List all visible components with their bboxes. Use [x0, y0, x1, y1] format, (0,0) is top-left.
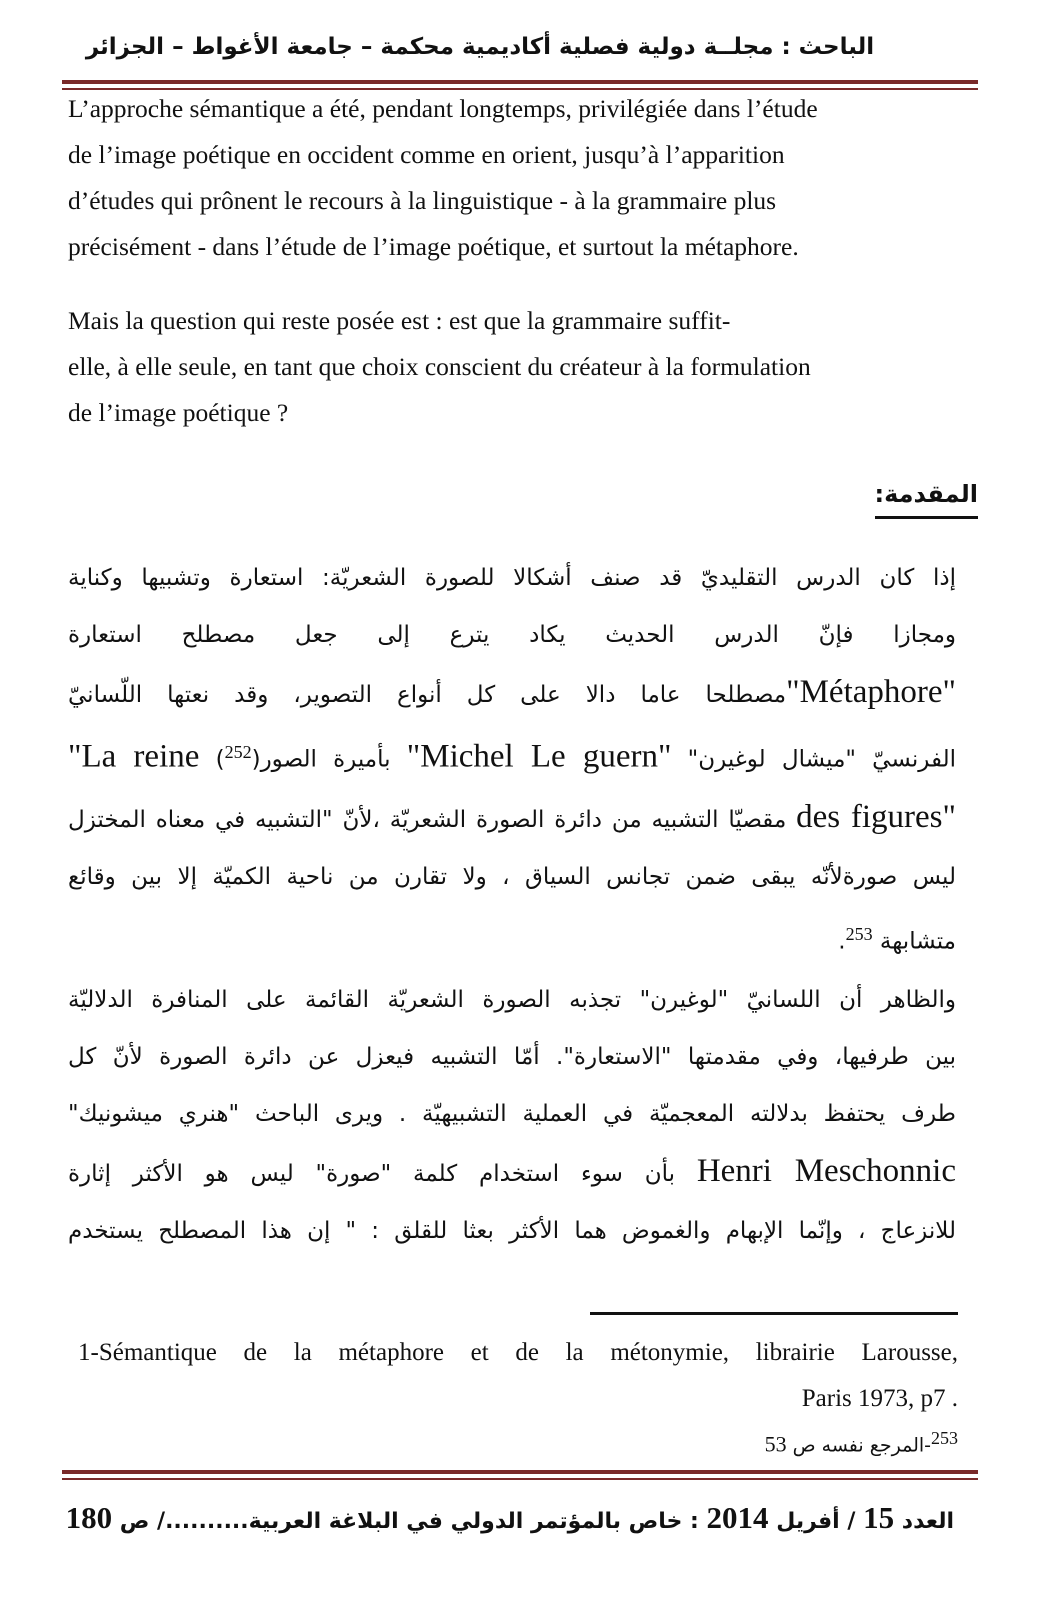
header-rule	[62, 80, 978, 84]
footnote-1	[78, 1330, 958, 1422]
body-text: بأميرة الصور	[260, 746, 391, 773]
footnote-number: 253	[931, 1428, 958, 1448]
body-line: إذا كان الدرس التقليديّ قد صنف أشكالا للصورة الشعريّة: استعارة وتشبيها وكناية	[68, 565, 956, 591]
body-text: مصطلحا عاما دالا على كل أنواع التصوير، وقد نعتها اللّسانيّ	[68, 682, 787, 708]
abstract-line: L’approche sémantique a été, pendant longtemps, privilégiée dans l’étude	[68, 94, 818, 123]
body-line	[68, 789, 956, 849]
body-text: متشابهة	[879, 928, 956, 955]
body-line	[68, 1143, 956, 1203]
footer-rule	[62, 1470, 978, 1474]
abstract-line: Mais la question qui reste posée est : est que la grammaire suffit-	[68, 306, 731, 335]
footer-separator: /	[847, 1509, 856, 1534]
body-line: الفرنسيّ "ميشال لوغيرن" "Michel Le guern" بأميرة الصور($^{252}$) "La reine	[68, 738, 956, 775]
body-line: ومجازا فإنّ الدرس الحديث يكاد يترع إلى جعل مصطلح استعارة	[68, 622, 956, 648]
latin-term: "Métaphore"	[786, 674, 956, 710]
latin-term: des figures"	[796, 798, 956, 835]
body-line: طرف يحتفظ بدلالته المعجميّة في العملية التشبيهيّة . ويرى الباحث "هنري ميشونيك"	[68, 1101, 956, 1127]
issue-month: أفريل	[776, 1509, 840, 1534]
body-text: الفرنسيّ "ميشال لوغيرن"	[687, 746, 956, 773]
footer-rule-thin	[62, 1478, 978, 1480]
journal-header-title: الباحث : مجلــة دولية فصلية أكاديمية محكمة – جامعة الأغواط – الجزائر	[85, 34, 875, 60]
issue-number: 15	[863, 1500, 895, 1535]
page-number: 180	[65, 1500, 113, 1535]
body-line: والظاهر أن اللسانيّ "لوغيرن" تجذبه الصورة الشعريّة القائمة على المنافرة الدلاليّة	[68, 987, 956, 1013]
footnote-line: Paris 1973, p7 .	[801, 1385, 958, 1412]
body-paragraph-2	[68, 972, 956, 1260]
abstract-line: d’études qui prônent le recours à la linguistique - à la grammaire plus	[68, 186, 777, 215]
abstract-line: de l’image poétique ?	[68, 398, 289, 427]
body-text: بأن سوء استخدام كلمة "صورة" ليس هو الأكثر إثارة	[68, 1161, 676, 1187]
abstract-line: de l’image poétique en occident comme en orient, jusqu’à l’apparition	[68, 140, 785, 169]
latin-term: "La reine	[68, 738, 200, 775]
latin-term: "Michel Le guern"	[406, 738, 672, 775]
body-paragraph-1	[68, 550, 956, 970]
issue-year: 2014	[706, 1500, 769, 1535]
section-heading: المقدمة:	[875, 476, 978, 519]
abstract-paragraph-1	[68, 86, 980, 270]
body-line: متشابهة $^{253}$.	[838, 923, 956, 955]
abstract-line: elle, à elle seule, en tant que choix conscient du créateur à la formulation	[68, 352, 811, 381]
footnote-ref: 253	[845, 923, 873, 944]
footnote-ref: 252	[224, 742, 252, 762]
page-footer	[65, 1494, 954, 1546]
abstract-line: précisément - dans l’étude de l’image poétique, et surtout la métaphore.	[68, 232, 799, 261]
body-line: بين طرفيها، وفي مقدمتها "الاستعارة". أمّا التشبيه فيعزل عن دائرة الصورة لأنّ كل	[68, 1044, 956, 1070]
body-line: ليس صورةلأنّه يبقى ضمن تجانس السياق ، ولا تقارن من ناحية الكميّة إلا بين وقائع	[68, 863, 956, 890]
footnote-text: -المرجع نفسه ص	[792, 1434, 931, 1457]
footnote-rule	[590, 1312, 958, 1315]
footnote-page: 53	[764, 1431, 787, 1457]
latin-term: Henri Meschonnic	[696, 1153, 956, 1189]
footnote-2	[765, 1418, 958, 1465]
issue-label: العدد	[901, 1509, 954, 1534]
body-text: مقصيّا التشبيه من دائرة الصورة الشعريّة ،لأنّ "التشبيه في معناه المختزل	[68, 806, 787, 833]
issue-special: : خاص بالمؤتمر الدولي في البلاغة العربية........../	[157, 1509, 699, 1534]
page-label: ص	[119, 1509, 150, 1534]
abstract-paragraph-2	[68, 298, 980, 436]
body-line	[68, 664, 956, 724]
footnote-line: 1-Sémantique de la métaphore et de la métonymie, librairie Larousse,	[78, 1339, 958, 1366]
body-line: للانزعاج ، وإنّما الإبهام والغموض هما الأكثر بعثا للقلق : " إن هذا المصطلح يستخدم	[68, 1218, 956, 1244]
